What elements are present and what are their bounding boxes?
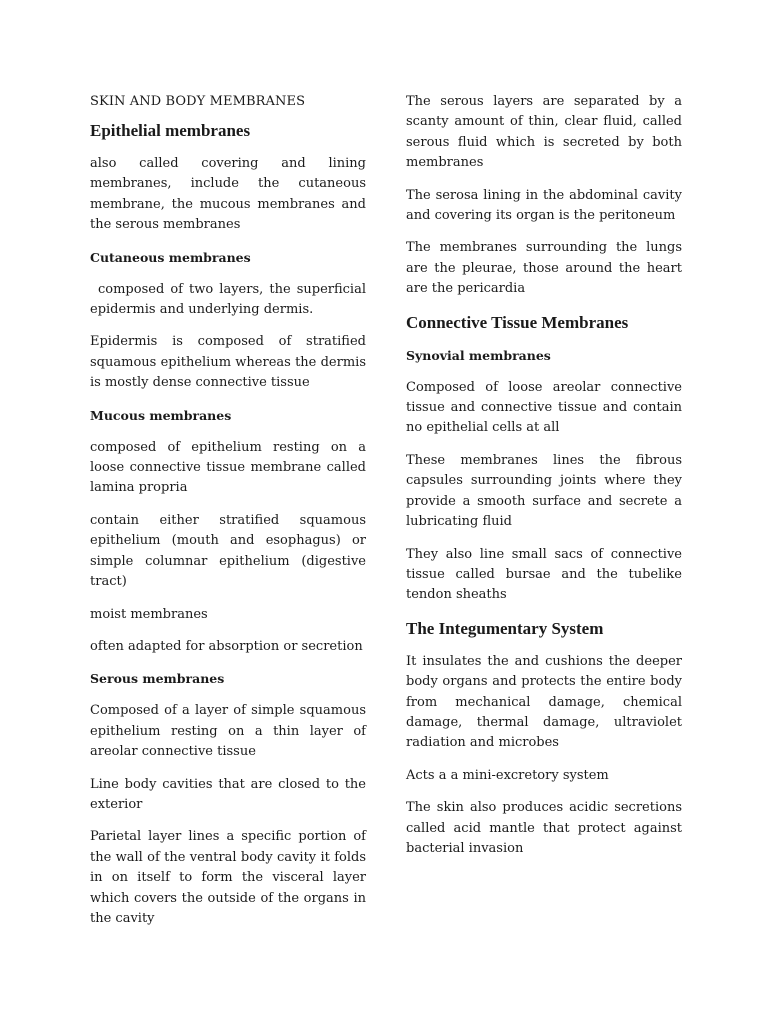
paragraph-mucous-3: moist membranes <box>90 606 208 622</box>
paragraph-synovial-2: These membranes lines the fibrous capsules surrounding joints where they provide a smooth surface and secrete a lubricating fluid <box>406 452 682 530</box>
paragraph-epidermis: Epidermis is composed of stratified squamous epithelium whereas the dermis is mostly dense connective tissue <box>90 334 366 391</box>
heading-cutaneous-membranes: Cutaneous membranes <box>90 249 251 265</box>
paragraph-serous-1: Composed of a layer of simple squamous epithelium resting on a thin layer of areolar connective tissue <box>90 703 366 760</box>
paragraph-serous-6: The membranes surrounding the lungs are the pleurae, those around the heart are the pericardia <box>406 240 682 297</box>
paragraph-serous-5: The serosa lining in the abdominal cavity and covering its organ is the peritoneum <box>406 187 682 224</box>
paragraph-serous-4: The serous layers are separated by a scanty amount of thin, clear fluid, called serous fluid which is secreted by both membranes <box>406 94 682 171</box>
paragraph-synovial-3: They also line small sacs of connective tissue called bursae and the tubelike tendon sheaths <box>406 546 682 603</box>
paragraph-integumentary-3: The skin also produces acidic secretions called acid mantle that protect against bacterial invasion <box>406 800 682 856</box>
paragraph-mucous-2: contain either stratified squamous epithelium (mouth and esophagus) or simple columnar epithelium (digestive tract) <box>90 512 366 590</box>
paragraph-mucous-4: often adapted for absorption or secretion <box>90 638 363 654</box>
left-column <box>90 92 366 941</box>
paragraph-serous-3: Parietal layer lines a specific portion of the wall of the ventral body cavity it folds in on itself to form the visceral layer which covers the outside of the organs in the cavity <box>90 829 366 926</box>
heading-synovial-membranes: Synovial membranes <box>406 347 551 363</box>
heading-integumentary-system: The Integumentary System <box>406 618 604 638</box>
paragraph-epithelial: also called covering and lining membranes, include the cutaneous membrane, the mucous membranes and the serous membranes <box>90 156 366 233</box>
document-title: SKIN AND BODY MEMBRANES <box>90 94 306 109</box>
paragraph-integumentary-1: It insulates the and cushions the deeper body organs and protects the entire body from mechanical damage, chemical damage, thermal damage, ultraviolet radiation and microbes <box>406 653 682 751</box>
paragraph-serous-2: Line body cavities that are closed to the exterior <box>90 776 366 812</box>
paragraph-cutaneous: composed of two layers, the superficial epidermis and underlying dermis. <box>90 281 366 318</box>
paragraph-mucous-1: composed of epithelium resting on a loose connective tissue membrane called lamina propria <box>90 439 366 496</box>
heading-epithelial-membranes: Epithelial membranes <box>90 121 251 140</box>
heading-connective-tissue-membranes: Connective Tissue Membranes <box>406 312 629 332</box>
paragraph-integumentary-2: Acts a a mini-excretory system <box>406 767 609 783</box>
heading-serous-membranes: Serous membranes <box>90 671 225 687</box>
paragraph-synovial-1: Composed of loose areolar connective tissue and connective tissue and contain no epithelial cells at all <box>406 379 682 436</box>
right-column <box>406 92 682 871</box>
heading-mucous-membranes: Mucous membranes <box>90 407 232 423</box>
